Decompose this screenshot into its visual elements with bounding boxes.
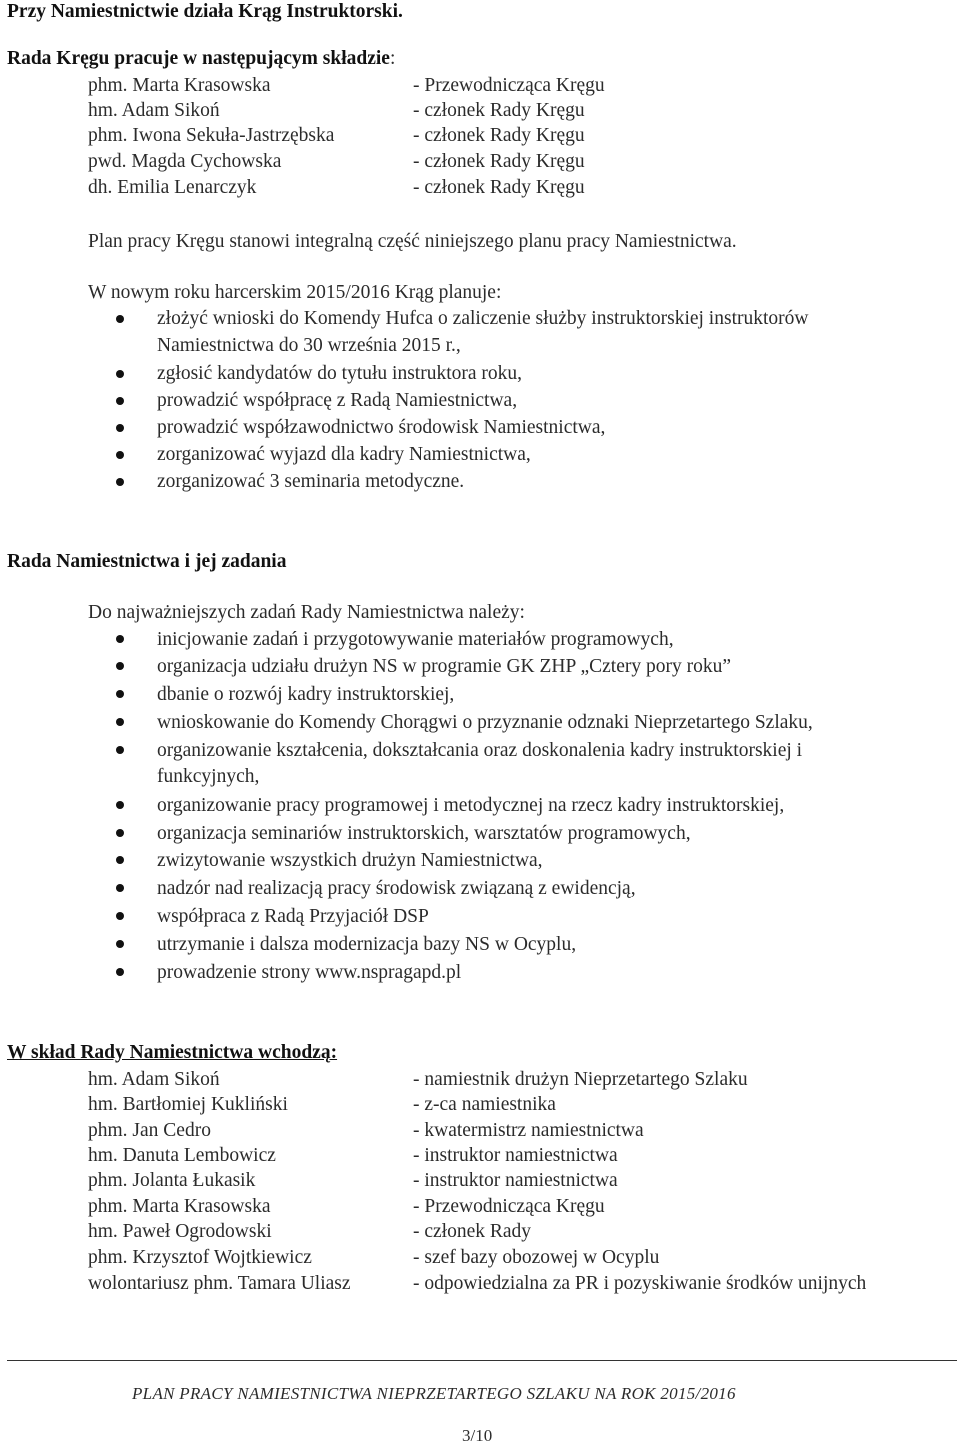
council-row [0,98,960,124]
bullet-icon [116,746,124,754]
member-row [0,1245,960,1271]
list-item-text: organizowanie kształcenia, dokształcania oraz doskonalenia kadry instruktorskiej i [157,740,803,761]
member-name: hm. Danuta Lembowicz [88,1145,276,1166]
bullet-icon [116,662,124,670]
member-name: hm. Adam Sikoń [88,100,220,121]
member-role: - namiestnik drużyn Nieprzetartego Szlaku [413,1069,748,1090]
board-tasks-heading: Rada Namiestnictwa i jej zadania [7,551,287,572]
list-item-text: współpraca z Radą Przyjaciół DSP [157,906,429,927]
list-item-text: zwizytowanie wszystkich drużyn Namiestnictwa, [157,850,543,871]
member-role: - kwatermistrz namiestnictwa [413,1120,644,1141]
list-item-text-continued: funkcyjnych, [157,766,260,787]
list-item-text: inicjowanie zadań i przygotowywanie materiałów programowych, [157,629,674,650]
plan-note: Plan pracy Kręgu stanowi integralną część niniejszego planu pracy Namiestnictwa. [88,231,737,252]
council-heading [7,46,395,72]
member-role: - członek Rady Kręgu [413,151,585,172]
bullet-icon [116,718,124,726]
member-name: hm. Adam Sikoń [88,1069,220,1090]
list-item-text: prowadzenie strony www.nspragapd.pl [157,962,462,983]
list-item-text: złożyć wnioski do Komendy Hufca o zaliczenie służby instruktorskiej instruktorów [157,308,809,329]
member-role: - instruktor namiestnictwa [413,1145,618,1166]
member-name: hm. Paweł Ogrodowski [88,1221,272,1242]
board-members-heading: W skład Rady Namiestnictwa wchodzą: [7,1042,338,1063]
bullet-icon [116,690,124,698]
bullet-icon [116,884,124,892]
member-row [0,1194,960,1220]
list-item-text: utrzymanie i dalsza modernizacja bazy NS w Ocyplu, [157,934,577,955]
bullet-icon [116,370,124,378]
list-item-text: wnioskowanie do Komendy Chorągwi o przyznanie odznaki Nieprzetartego Szlaku, [157,712,813,733]
bullet-icon [116,940,124,948]
list-item-text: organizacja seminariów instruktorskich, warsztatów programowych, [157,823,691,844]
council-heading-text: Rada Kręgu pracuje w następującym składzie [7,48,390,69]
member-name: hm. Bartłomiej Kukliński [88,1094,288,1115]
list-item-text: prowadzić współzawodnictwo środowisk Namiestnictwa, [157,417,606,438]
member-row [0,1118,960,1144]
member-name: phm. Jolanta Łukasik [88,1170,256,1191]
council-heading-colon: : [389,48,396,69]
member-name: phm. Jan Cedro [88,1120,211,1141]
member-row [0,1271,960,1297]
list-item-text: nadzór nad realizacją pracy środowisk związaną z ewidencją, [157,878,636,899]
board-tasks-intro: Do najważniejszych zadań Rady Namiestnictwa należy: [88,602,525,623]
member-role: - szef bazy obozowej w Ocyplu [413,1247,660,1268]
member-role: - z-ca namiestnika [413,1094,556,1115]
bullet-icon [116,856,124,864]
member-role: - Przewodnicząca Kręgu [413,1196,605,1217]
member-row [0,1143,960,1169]
bullet-icon [116,968,124,976]
member-role: - członek Rady Kręgu [413,125,585,146]
bullet-icon [116,397,124,405]
member-name: phm. Marta Krasowska [88,75,271,96]
member-role: - Przewodnicząca Kręgu [413,75,605,96]
member-row [0,1219,960,1245]
list-item-text: zgłosić kandydatów do tytułu instruktora roku, [157,363,523,384]
list-item-text-continued: Namiestnictwa do 30 września 2015 r., [157,335,461,356]
member-row [0,1168,960,1194]
list-item-text: zorganizować wyjazd dla kadry Namiestnictwa, [157,444,531,465]
list-item-text: zorganizować 3 seminaria metodyczne. [157,471,465,492]
member-role: - członek Rady [413,1221,532,1242]
member-row [0,1067,960,1093]
bullet-icon [116,801,124,809]
council-row [0,123,960,149]
list-item-text: organizacja udziału drużyn NS w programie GK ZHP „Cztery pory roku” [157,656,731,677]
member-name: phm. Krzysztof Wojtkiewicz [88,1247,312,1268]
member-role: - członek Rady Kręgu [413,100,585,121]
list-item-text: organizowanie pracy programowej i metodycznej na rzecz kadry instruktorskiej, [157,795,785,816]
bullet-icon [116,424,124,432]
section-intro-heading: Przy Namiestnictwie działa Krąg Instruktorski. [7,1,403,22]
member-name: phm. Iwona Sekuła-Jastrzębska [88,125,335,146]
year-plan-intro: W nowym roku harcerskim 2015/2016 Krąg planuje: [88,282,502,303]
member-name: wolontariusz phm. Tamara Uliasz [88,1273,351,1294]
bullet-icon [116,635,124,643]
council-row [0,149,960,175]
bullet-icon [116,478,124,486]
member-role: - odpowiedzialna za PR i pozyskiwanie środków unijnych [413,1273,867,1294]
page-number: 3/10 [462,1426,493,1445]
footer-divider [7,1360,957,1361]
footer-title: PLAN PRACY NAMIESTNICTWA NIEPRZETARTEGO SZLAKU NA ROK 2015/2016 [132,1384,736,1403]
member-row [0,1092,960,1118]
member-name: dh. Emilia Lenarczyk [88,177,257,198]
bullet-icon [116,912,124,920]
member-name: phm. Marta Krasowska [88,1196,271,1217]
member-name: pwd. Magda Cychowska [88,151,282,172]
member-role: - instruktor namiestnictwa [413,1170,618,1191]
council-row [0,73,960,99]
bullet-icon [116,451,124,459]
bullet-icon [116,315,124,323]
list-item-text: prowadzić współpracę z Radą Namiestnictwa, [157,390,518,411]
council-row [0,175,960,201]
bullet-icon [116,829,124,837]
list-item-text: dbanie o rozwój kadry instruktorskiej, [157,684,455,705]
member-role: - członek Rady Kręgu [413,177,585,198]
